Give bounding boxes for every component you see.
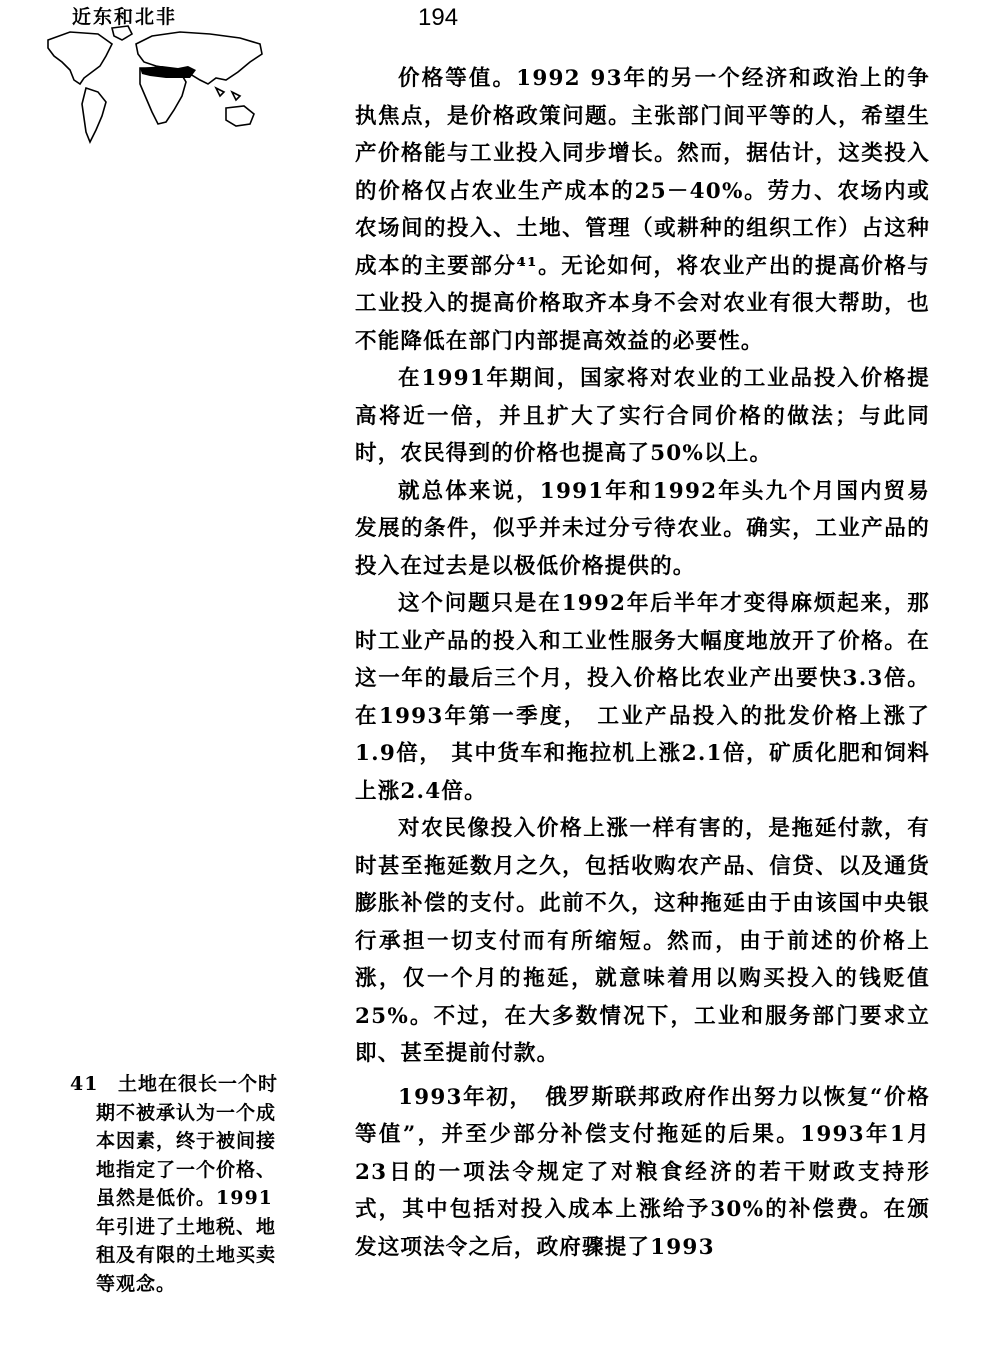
world-map-icon — [40, 22, 270, 152]
paragraph: 在1991年期间，国家将对农业的工业品投入价格提高将近一倍，并且扩大了实行合同价格的做法；与此同时，农民得到的价格也提高了50%以上。 — [355, 366, 930, 466]
footnote — [70, 1070, 290, 1298]
paragraph: 这个问题只是在1992年后半年才变得麻烦起来，那时工业产品的投入和工业性服务大幅度地放开了价格。在这一年的最后三个月，投入价格比农业产出要快3.3倍。在1993年第一季度， 工业产品投入的批发价格上涨了1.9倍， 其中货车和拖拉机上涨2.1倍，矿质化肥和饲料上涨2.4倍。 — [355, 591, 930, 804]
paragraph: 就总体来说，1991年和1992年头九个月国内贸易发展的条件，似乎并未过分亏待农业。确实，工业产品的投入在过去是以极低价格提供的。 — [355, 478, 930, 579]
main-text-column — [355, 60, 930, 1266]
footnote-text: 土地在很长一个时期不被承认为一个成本因素，终于被间接地指定了一个价格、虽然是低价。1991年引进了土地税、地租及有限的土地买卖等观念。 — [96, 1073, 279, 1295]
page-number: 194 — [418, 4, 459, 31]
region-label: 近东和北非 — [72, 6, 178, 28]
paragraph: 对农民像投入价格上涨一样有害的，是拖延付款，有时甚至拖延数月之久，包括收购农产品、信贷、以及通货膨胀补偿的支付。此前不久，这种拖延由于由该国中央银行承担一切支付而有所缩短。然而，由于前述的价格上涨，仅一个月的拖延，就意味着用以购买投入的钱贬值25%。不过，在大多数情况下，工业和服务部门要求立即、甚至提前付款。 — [355, 816, 930, 1066]
paragraph: 价格等值。1992 93年的另一个经济和政治上的争执焦点，是价格政策问题。主张部门间平等的人，希望生产价格能与工业投入同步增长。然而，据估计，这类投入的价格仅占农业生产成本的25－40%。劳力、农场内或农场间的投入、土地、管理（或耕种的组织工作）占这种成本的主要部分⁴¹。无论如何，将农业产出的提高价格与工业投入的提高价格取齐本身不会对农业有很大帮助，也不能降低在部门内部提高效益的必要性。 — [355, 66, 930, 354]
paragraph: 1993年初， 俄罗斯联邦政府作出努力以恢复“价格等值”，并至少部分补偿支付拖延的后果。1993年1月23日的一项法令规定了对粮食经济的若干财政支持形式，其中包括对投入成本上涨给予30%的补偿费。在颁发这项法令之后，政府骤提了1993 — [355, 1084, 930, 1260]
footnote-number: 41 — [70, 1073, 99, 1095]
